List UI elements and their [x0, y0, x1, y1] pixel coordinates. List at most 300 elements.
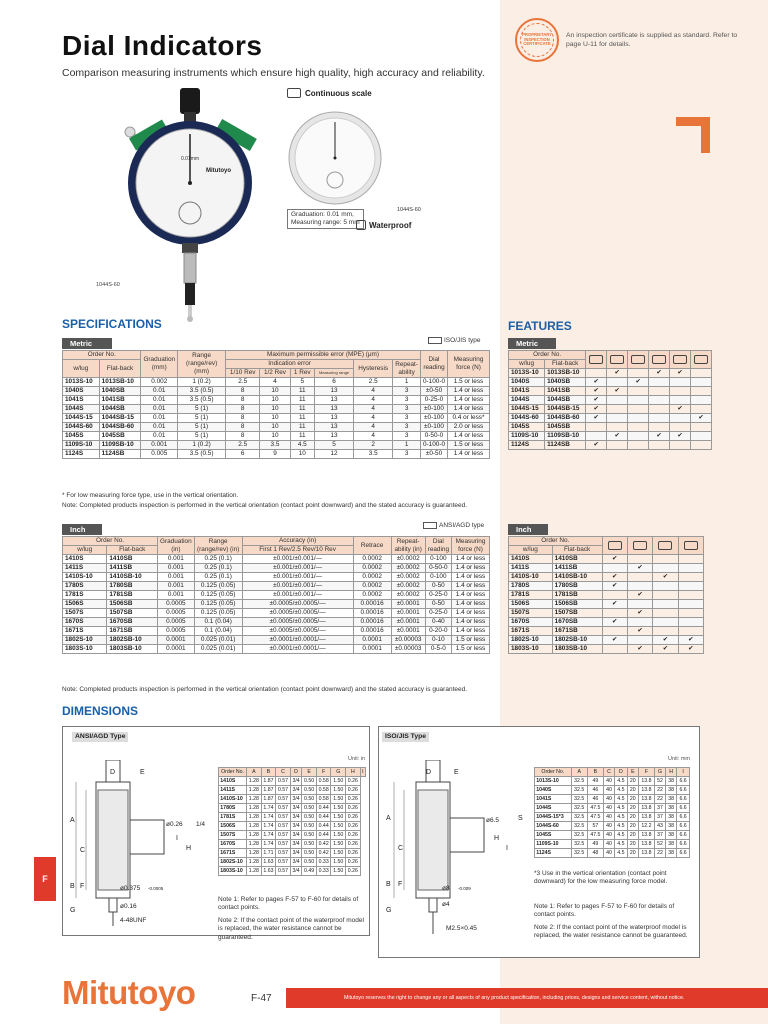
inch-spec-row — [63, 618, 490, 627]
dim-e: E — [140, 769, 145, 776]
ansi-dim-cell: 1.50 — [331, 858, 346, 867]
iso-dim-cell: 1045S — [535, 831, 572, 840]
feature-inch-cell: ✔ — [653, 645, 678, 654]
certificate-note: An inspection certificate is supplied as standard. Refer to page U-11 for details. — [566, 32, 738, 49]
iso-dim-col: A — [571, 768, 587, 777]
metric-spec-cell: ±0-50 — [420, 387, 447, 396]
ansi-dim-cell: 1507S — [219, 831, 247, 840]
waterproof-col — [691, 351, 712, 369]
dim-phi4: ø4 — [442, 901, 450, 908]
metric-spec-row — [63, 450, 490, 459]
iso-dim-cell: 49 — [587, 777, 603, 786]
iso-dim-cell: 1109S-10 — [535, 840, 572, 849]
feature-metric-cell — [670, 414, 691, 423]
ansi-dim-cell: 1.50 — [331, 831, 346, 840]
metric-spec-cell: 2.5 — [226, 378, 260, 387]
ansi-dim-cell: 1802S-10 — [219, 858, 247, 867]
col-repeatability: Repeat-ability (in) — [391, 537, 425, 555]
feature-metric-cell: ✔ — [649, 432, 670, 441]
ansi-dim-col: I — [362, 769, 364, 775]
feature-metric-row — [509, 414, 712, 423]
ansi-dim-cell: 0.57 — [276, 813, 291, 822]
feature-inch-cell: 1803SB-10 — [552, 645, 602, 654]
inch-spec-cell: 1781S — [63, 591, 107, 600]
one-revolution-icon — [684, 541, 698, 550]
ansi-dim-cell: 3/4 — [290, 822, 302, 831]
iso-dim-cell: 40 — [603, 804, 614, 813]
feature-metric-cell: 1041SB — [545, 387, 586, 396]
inch-spec-cell: 0-100 — [425, 555, 451, 564]
metric-spec-cell: 13 — [314, 387, 353, 396]
continuous-scale-icon — [589, 355, 603, 364]
feature-inch-cell — [602, 564, 627, 573]
inch-spec-cell: 0.0005 — [158, 627, 195, 636]
inch-spec-cell: 1506SB — [107, 600, 158, 609]
feature-inch-cell: ✔ — [627, 627, 652, 636]
feature-inch-row — [509, 555, 704, 564]
iso-dim-cell: 47.5 — [587, 831, 603, 840]
iso-dim-cell: 1040S — [535, 786, 572, 795]
iso-dim-cell: 6.6 — [677, 795, 690, 804]
metric-spec-cell: 1 (0.2) — [178, 378, 226, 387]
inch-spec-cell: 1.4 or less — [452, 627, 490, 636]
feature-metric-cell — [649, 414, 670, 423]
metric-spec-cell: 1044SB-15 — [99, 414, 141, 423]
ansi-dim-cell: 1.50 — [331, 813, 346, 822]
ansi-dim-cell: 1.50 — [331, 822, 346, 831]
ansi-dim-cell: 3/4 — [290, 804, 302, 813]
feature-metric-cell — [628, 414, 649, 423]
ansi-dim-cell: 0.57 — [276, 867, 291, 876]
iso-dim-cell: 40 — [603, 786, 614, 795]
iso-dim-cell: 38 — [666, 786, 677, 795]
waterproof-label — [356, 220, 411, 230]
inch-spec-cell: 0.25 (0.1) — [194, 564, 242, 573]
inch-spec-cell: 0.125 (0.05) — [194, 609, 242, 618]
ansi-dim-cell: 1410S-10 — [219, 795, 247, 804]
inch-spec-cell: 0-10 — [425, 636, 451, 645]
iso-dim-cell: 4.5 — [615, 804, 628, 813]
inch-spec-cell: 0.1 (0.04) — [194, 627, 242, 636]
iso-dim-cell: 37 — [655, 813, 666, 822]
metric-spec-cell: 1040SB — [99, 387, 141, 396]
feature-metric-cell — [607, 405, 628, 414]
inch-spec-cell: 1506S — [63, 600, 107, 609]
feature-metric-cell — [607, 378, 628, 387]
metric-spec-cell: 11 — [290, 405, 314, 414]
ansi-dim-col: F — [316, 768, 331, 777]
inch-spec-cell: 0.0005 — [158, 618, 195, 627]
metric-spec-cell: 8 — [226, 405, 260, 414]
metric-spec-row — [63, 432, 490, 441]
feature-inch-row — [509, 591, 704, 600]
ansi-dim-row — [219, 786, 366, 795]
ansi-dim-cell: 1.28 — [247, 840, 262, 849]
ansi-dim-cell: 3/4 — [290, 840, 302, 849]
iso-dim-cell: 40 — [603, 813, 614, 822]
dim-h: H — [494, 835, 500, 842]
ansi-dim-cell: 1.28 — [247, 849, 262, 858]
iso-dim-cell: 40 — [603, 840, 614, 849]
feature-inch-cell: 1780S — [509, 582, 553, 591]
ansi-dim-cell: 1.87 — [261, 786, 276, 795]
iso-dim-cell: 6.6 — [677, 831, 690, 840]
feature-metric-cell: ✔ — [586, 441, 607, 450]
inch-spec-cell: 0.001 — [158, 591, 195, 600]
metric-spec-cell: 10 — [260, 423, 290, 432]
col-retrace: Retrace — [353, 537, 391, 555]
ansi-dim-cell: 3/4 — [290, 849, 302, 858]
balanced-scale-icon — [633, 541, 647, 550]
inch-spec-cell: 0.0002 — [353, 555, 391, 564]
feature-metric-cell: 1044S-15 — [509, 405, 545, 414]
feature-inch-cell: ✔ — [602, 600, 627, 609]
feature-metric-cell — [628, 369, 649, 378]
metric-spec-cell: 13 — [314, 423, 353, 432]
iso-dim-col: C — [603, 768, 614, 777]
feature-metric-cell: ✔ — [649, 369, 670, 378]
feature-metric-cell: 1044S-60 — [509, 414, 545, 423]
iso-dim-cell: 6.6 — [677, 786, 690, 795]
iso-note-0: *3 Use in the vertical orientation (contact point downward) for the low measuring force model. — [534, 870, 668, 886]
iso-dim-cell: 6.6 — [677, 777, 690, 786]
ansi-dim-cell: 0.26 — [346, 858, 361, 867]
iso-dim-cell: 37 — [655, 804, 666, 813]
inch-spec-cell: 1.5 or less — [452, 636, 490, 645]
ansi-dim-col: C — [276, 768, 291, 777]
col-hysteresis: Hysteresis — [354, 360, 393, 378]
feature-metric-row — [509, 441, 712, 450]
dim-phi0375: ø0.375 — [120, 885, 141, 892]
feature-inch-cell: 1803S-10 — [509, 645, 553, 654]
feature-inch-cell: 1670S — [509, 618, 553, 627]
feature-metric-cell — [691, 432, 712, 441]
feature-inch-cell: 1671S — [509, 627, 553, 636]
feature-metric-cell: ✔ — [670, 432, 691, 441]
feature-metric-cell: 1040SB — [545, 378, 586, 387]
inch-spec-cell: 1.4 or less — [452, 555, 490, 564]
inch-spec-cell: 1411S — [63, 564, 107, 573]
feature-metric-cell — [628, 423, 649, 432]
ansi-dim-cell: 0.26 — [346, 786, 361, 795]
feature-metric-cell: 1013SB-10 — [545, 369, 586, 378]
feature-inch-cell: ✔ — [627, 645, 652, 654]
metric-spec-cell: ±0-100 — [420, 414, 447, 423]
inch-spec-cell: 1507S — [63, 609, 107, 618]
ansi-dim-cell: 1.50 — [331, 804, 346, 813]
feature-inch-cell — [653, 591, 678, 600]
ansi-type-text: ANSI/AGD type — [439, 522, 485, 529]
feature-inch-cell — [602, 627, 627, 636]
iso-dim-cell: 57 — [587, 822, 603, 831]
feature-inch-cell: 1781S — [509, 591, 553, 600]
inch-spec-cell: ±0.0001/±0.0001/— — [242, 645, 353, 654]
iso-dim-col: G — [655, 768, 666, 777]
ansi-dim-cell: 1.50 — [331, 840, 346, 849]
metric-spec-cell: 1 (0.2) — [178, 441, 226, 450]
ansi-dim-row — [219, 840, 366, 849]
dim-f: F — [80, 883, 85, 890]
metric-spec-cell: 5 (1) — [178, 432, 226, 441]
metric-spec-table — [62, 350, 490, 459]
metric-spec-cell: 8 — [226, 414, 260, 423]
corner-decoration — [676, 117, 710, 153]
dim-phi8-tol: -0.009 — [458, 886, 471, 891]
iso-dim-cell: 43 — [655, 822, 666, 831]
ansi-dim-cell: 0.57 — [276, 822, 291, 831]
dim-phi65: ø6.5 — [486, 817, 500, 824]
iso-dim-row — [535, 804, 690, 813]
feature-inch-cell — [678, 573, 703, 582]
feature-metric-cell — [649, 423, 670, 432]
continuous-scale-col — [586, 351, 607, 369]
feature-metric-cell — [691, 378, 712, 387]
dim-phi026: ø0.26 — [166, 821, 183, 828]
col-mpe: Maximum permissible error (MPE) (μm) — [226, 351, 421, 360]
inch-spec-cell: 0-50 — [425, 600, 451, 609]
iso-dim-cell: 4.5 — [615, 813, 628, 822]
feature-inch-cell: ✔ — [627, 564, 652, 573]
ansi-note-1: Note 1: Refer to pages F-57 to F-60 for details of contact points. — [218, 896, 359, 912]
feature-inch-cell — [627, 573, 652, 582]
ansi-dim-cell: 0.26 — [346, 849, 361, 858]
metric-spec-cell: 4 — [354, 396, 393, 405]
metric-spec-cell: 8 — [226, 396, 260, 405]
ansi-dim-cell: 1.50 — [331, 786, 346, 795]
dim-i: I — [176, 835, 178, 842]
metric-spec-cell: 3.5 (0.5) — [178, 396, 226, 405]
col-graduation: Graduation (in) — [158, 537, 195, 555]
ansi-dim-row — [219, 795, 366, 804]
ansi-dim-cell: 1.28 — [247, 858, 262, 867]
ansi-dim-cell: 1.74 — [261, 831, 276, 840]
features-metric-label: Metric — [508, 338, 556, 349]
balanced-scale-col — [607, 351, 628, 369]
iso-dim-cell: 40 — [603, 849, 614, 858]
metric-spec-cell: 1.5 or less — [448, 441, 490, 450]
iso-type-text: ISO/JIS type — [444, 337, 481, 344]
metric-spec-cell: 3.5 — [354, 450, 393, 459]
feature-inch-cell — [602, 645, 627, 654]
iso-dim-cell: 20 — [627, 849, 638, 858]
iso-dim-row — [535, 840, 690, 849]
metric-spec-cell: ±0-50 — [420, 450, 447, 459]
ansi-dim-cell: 1410S — [219, 777, 247, 786]
col-1-rev: 1 Rev — [290, 369, 314, 378]
feature-metric-cell: ✔ — [607, 432, 628, 441]
metric-spec-cell: 8 — [226, 423, 260, 432]
metric-spec-cell: 0-50-0 — [420, 432, 447, 441]
iso-dim-row — [535, 849, 690, 858]
feature-inch-cell — [678, 600, 703, 609]
iso-dim-cell: 13.8 — [638, 849, 654, 858]
metric-spec-cell: 1124S — [63, 450, 100, 459]
metric-spec-cell: 2.5 — [354, 378, 393, 387]
metric-spec-cell: 1044SB-60 — [99, 423, 141, 432]
inch-spec-cell: 1670SB — [107, 618, 158, 627]
metric-spec-cell: 11 — [290, 387, 314, 396]
metric-spec-cell: 10 — [290, 450, 314, 459]
iso-dim-cell: 38 — [666, 777, 677, 786]
feature-metric-cell — [649, 405, 670, 414]
features-metric-table — [508, 350, 712, 450]
ansi-dim-cell: 0.57 — [276, 804, 291, 813]
inch-spec-cell: ±0.0005/±0.0005/— — [242, 609, 353, 618]
iso-dim-cell: 13.8 — [638, 813, 654, 822]
inch-spec-cell: 1.4 or less — [452, 582, 490, 591]
continuous-scale-label — [287, 88, 372, 98]
ansi-dim-cell: 0.50 — [302, 813, 317, 822]
iso-dimension-drawing — [382, 760, 530, 940]
feature-inch-cell — [602, 591, 627, 600]
feature-inch-cell: ✔ — [653, 636, 678, 645]
ansi-dim-col: A — [247, 768, 262, 777]
inch-spec-cell: ±0.0002 — [391, 555, 425, 564]
jewel-bearing-col — [670, 351, 691, 369]
feature-metric-cell: 1124S — [509, 441, 545, 450]
iso-dim-col: Order No. — [535, 768, 572, 777]
feature-metric-cell: ✔ — [607, 369, 628, 378]
metric-spec-cell: 4 — [354, 405, 393, 414]
feature-inch-cell — [653, 555, 678, 564]
ansi-dim-cell: 3/4 — [290, 777, 302, 786]
iso-dim-cell: 38 — [666, 822, 677, 831]
col-flat-back: Flat-back — [552, 546, 602, 555]
inch-spec-cell: 0.25 (0.1) — [194, 573, 242, 582]
continuous-scale-icon — [608, 541, 622, 550]
ansi-dim-col: B — [261, 768, 276, 777]
metric-spec-cell: ±0-100 — [420, 405, 447, 414]
metric-spec-cell: 1.4 or less — [448, 405, 490, 414]
metric-note-1: * For low measuring force type, use in the vertical orientation. — [62, 492, 239, 499]
iso-dim-cell: 20 — [627, 813, 638, 822]
inch-spec-cell: 0-20-0 — [425, 627, 451, 636]
iso-dim-cell: 13.8 — [638, 795, 654, 804]
dim-c: C — [80, 847, 86, 854]
feature-metric-cell — [607, 441, 628, 450]
ansi-dim-cell: 0.44 — [316, 804, 331, 813]
ansi-dim-col: E — [302, 768, 317, 777]
metric-spec-cell: 1124SB — [99, 450, 141, 459]
iso-dim-cell: 37 — [655, 831, 666, 840]
feature-inch-cell: 1670SB — [552, 618, 602, 627]
type-swatch — [428, 337, 442, 344]
col-wlug: w/lug — [63, 360, 100, 378]
jewel-bearing-icon — [658, 541, 672, 550]
inch-spec-cell: 0-25-0 — [425, 609, 451, 618]
feature-inch-cell — [678, 618, 703, 627]
inch-spec-cell: 1.4 or less — [452, 591, 490, 600]
iso-dim-cell: 38 — [666, 795, 677, 804]
inch-spec-cell: ±0.001/±0.001/— — [242, 555, 353, 564]
feature-inch-cell: 1506SB — [552, 600, 602, 609]
inch-spec-cell: 1802SB-10 — [107, 636, 158, 645]
metric-spec-cell: ±0-100 — [420, 423, 447, 432]
inch-spec-cell: 0-5-0 — [425, 645, 451, 654]
iso-dim-cell: 32.5 — [571, 777, 587, 786]
col-1-2-rev: 1/2 Rev — [260, 369, 290, 378]
metric-spec-cell: 3 — [393, 423, 421, 432]
feature-metric-cell: 1044SB — [545, 396, 586, 405]
feature-inch-row — [509, 600, 704, 609]
metric-spec-cell: 3.5 (0.5) — [178, 387, 226, 396]
feature-inch-cell: ✔ — [678, 645, 703, 654]
feature-inch-cell — [602, 609, 627, 618]
feature-inch-cell — [653, 627, 678, 636]
inch-spec-cell: 1.4 or less — [452, 573, 490, 582]
inch-spec-cell: 0.0002 — [353, 582, 391, 591]
ansi-dim-cell: 3/4 — [290, 831, 302, 840]
one-revolution-col — [649, 351, 670, 369]
dim-phi0375-tol: -0.0005 — [148, 886, 164, 891]
section-tab-f[interactable]: F — [34, 857, 56, 901]
col-dial-reading: Dial reading — [420, 351, 447, 378]
metric-spec-cell: 0.4 or less* — [448, 414, 490, 423]
inch-spec-cell: 0.00016 — [353, 600, 391, 609]
ansi-dim-cell: 0.33 — [316, 858, 331, 867]
dim-thread: M2.5×0.45 — [446, 925, 477, 932]
ansi-dim-cell: 1.50 — [331, 867, 346, 876]
metric-spec-cell: 3 — [393, 432, 421, 441]
dim-g: G — [70, 907, 76, 914]
dim-c: C — [398, 845, 404, 852]
feature-metric-cell: ✔ — [586, 396, 607, 405]
feature-metric-cell: 1045S — [509, 423, 545, 432]
balanced-scale-icon — [610, 355, 624, 364]
metric-spec-cell: 13 — [314, 405, 353, 414]
metric-spec-cell: 11 — [290, 396, 314, 405]
inch-spec-cell: 0.00016 — [353, 627, 391, 636]
ansi-dim-row — [219, 804, 366, 813]
inch-spec-cell: 0.25 (0.1) — [194, 555, 242, 564]
feature-metric-cell: ✔ — [586, 378, 607, 387]
metric-spec-cell: 1044SB — [99, 405, 141, 414]
inch-spec-cell: ±0.001/±0.001/— — [242, 582, 353, 591]
ansi-dim-cell: 0.44 — [316, 822, 331, 831]
feature-metric-cell: 1044S — [509, 396, 545, 405]
inch-spec-cell: 0.00016 — [353, 609, 391, 618]
inch-spec-row — [63, 645, 490, 654]
inch-spec-cell: ±0.0002 — [391, 582, 425, 591]
inch-spec-cell: 0.025 (0.01) — [194, 645, 242, 654]
metric-spec-row — [63, 396, 490, 405]
iso-dim-cell: 32.5 — [571, 813, 587, 822]
dim-thread: 4-48UNF — [120, 917, 147, 924]
ansi-dim-cell: 1.87 — [261, 795, 276, 804]
metric-spec-row — [63, 378, 490, 387]
feature-inch-cell — [627, 636, 652, 645]
metric-spec-cell: 1013SB-10 — [99, 378, 141, 387]
feature-metric-row — [509, 423, 712, 432]
dim-phi016: ø0.16 — [120, 903, 137, 910]
feature-metric-cell: ✔ — [670, 405, 691, 414]
metric-spec-row — [63, 414, 490, 423]
feature-inch-row — [509, 636, 704, 645]
metric-spec-cell: 10 — [260, 387, 290, 396]
feature-inch-cell: ✔ — [602, 636, 627, 645]
ansi-dim-cell: 0.26 — [346, 804, 361, 813]
metric-spec-cell: 4 — [260, 378, 290, 387]
metric-spec-cell: 1041S — [63, 396, 100, 405]
ansi-dim-cell: 0.57 — [276, 849, 291, 858]
iso-dim-cell: 4.5 — [615, 777, 628, 786]
col-order-no: Order No. — [509, 351, 586, 360]
ansi-dim-cell: 0.50 — [302, 777, 317, 786]
ansi-agd-type-legend — [423, 522, 484, 529]
ansi-dim-cell: 0.50 — [302, 858, 317, 867]
ansi-dim-cell: 1.28 — [247, 795, 262, 804]
metric-spec-row — [63, 405, 490, 414]
